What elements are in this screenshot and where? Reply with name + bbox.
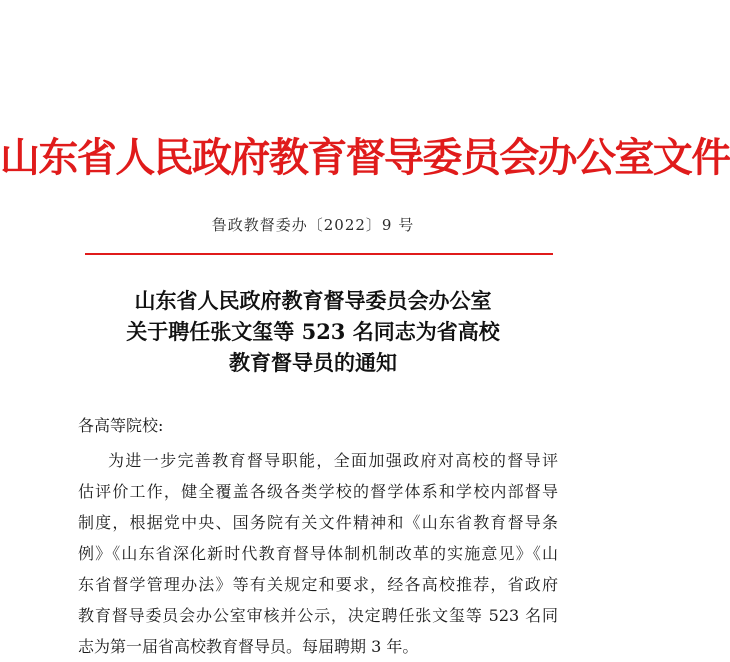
notice-title-line-3: 教育督导员的通知 [229,350,397,375]
body-line-3: 制度，根据党中央、国务院有关文件精神和《山东省教育督导条 [78,513,558,532]
notice-title-line-1: 山东省人民政府教育督导委员会办公室 [134,288,492,313]
body-line-2: 估评价工作，健全覆盖各级各类学校的督学体系和学校内部督导 [78,482,558,501]
notice-title [0,285,626,378]
notice-title-line-2: 关于聘任张文玺等 523 名同志为省高校 [126,319,500,344]
body-line-4: 例》《山东省深化新时代教育督导体制机制改革的实施意见》《山 [78,544,558,563]
notice-body [78,445,558,662]
red-divider [85,253,553,255]
body-line-1: 为进一步完善教育督导职能，全面加强政府对高校的督导评 [108,451,558,470]
body-line-7: 志为第一届省高校教育督导员。每届聘期 3 年。 [78,637,419,656]
body-line-6: 教育督导委员会办公室审核并公示，决定聘任张文玺等 523 名同 [78,606,558,625]
salutation: 各高等院校: [78,416,164,435]
issuer-header: 山东省人民政府教育督导委员会办公室文件 [0,134,730,181]
body-line-5: 东省督学管理办法》等有关规定和要求，经各高校推荐，省政府 [78,575,558,594]
document-number: 鲁政教督委办〔2022〕9 号 [211,216,415,234]
